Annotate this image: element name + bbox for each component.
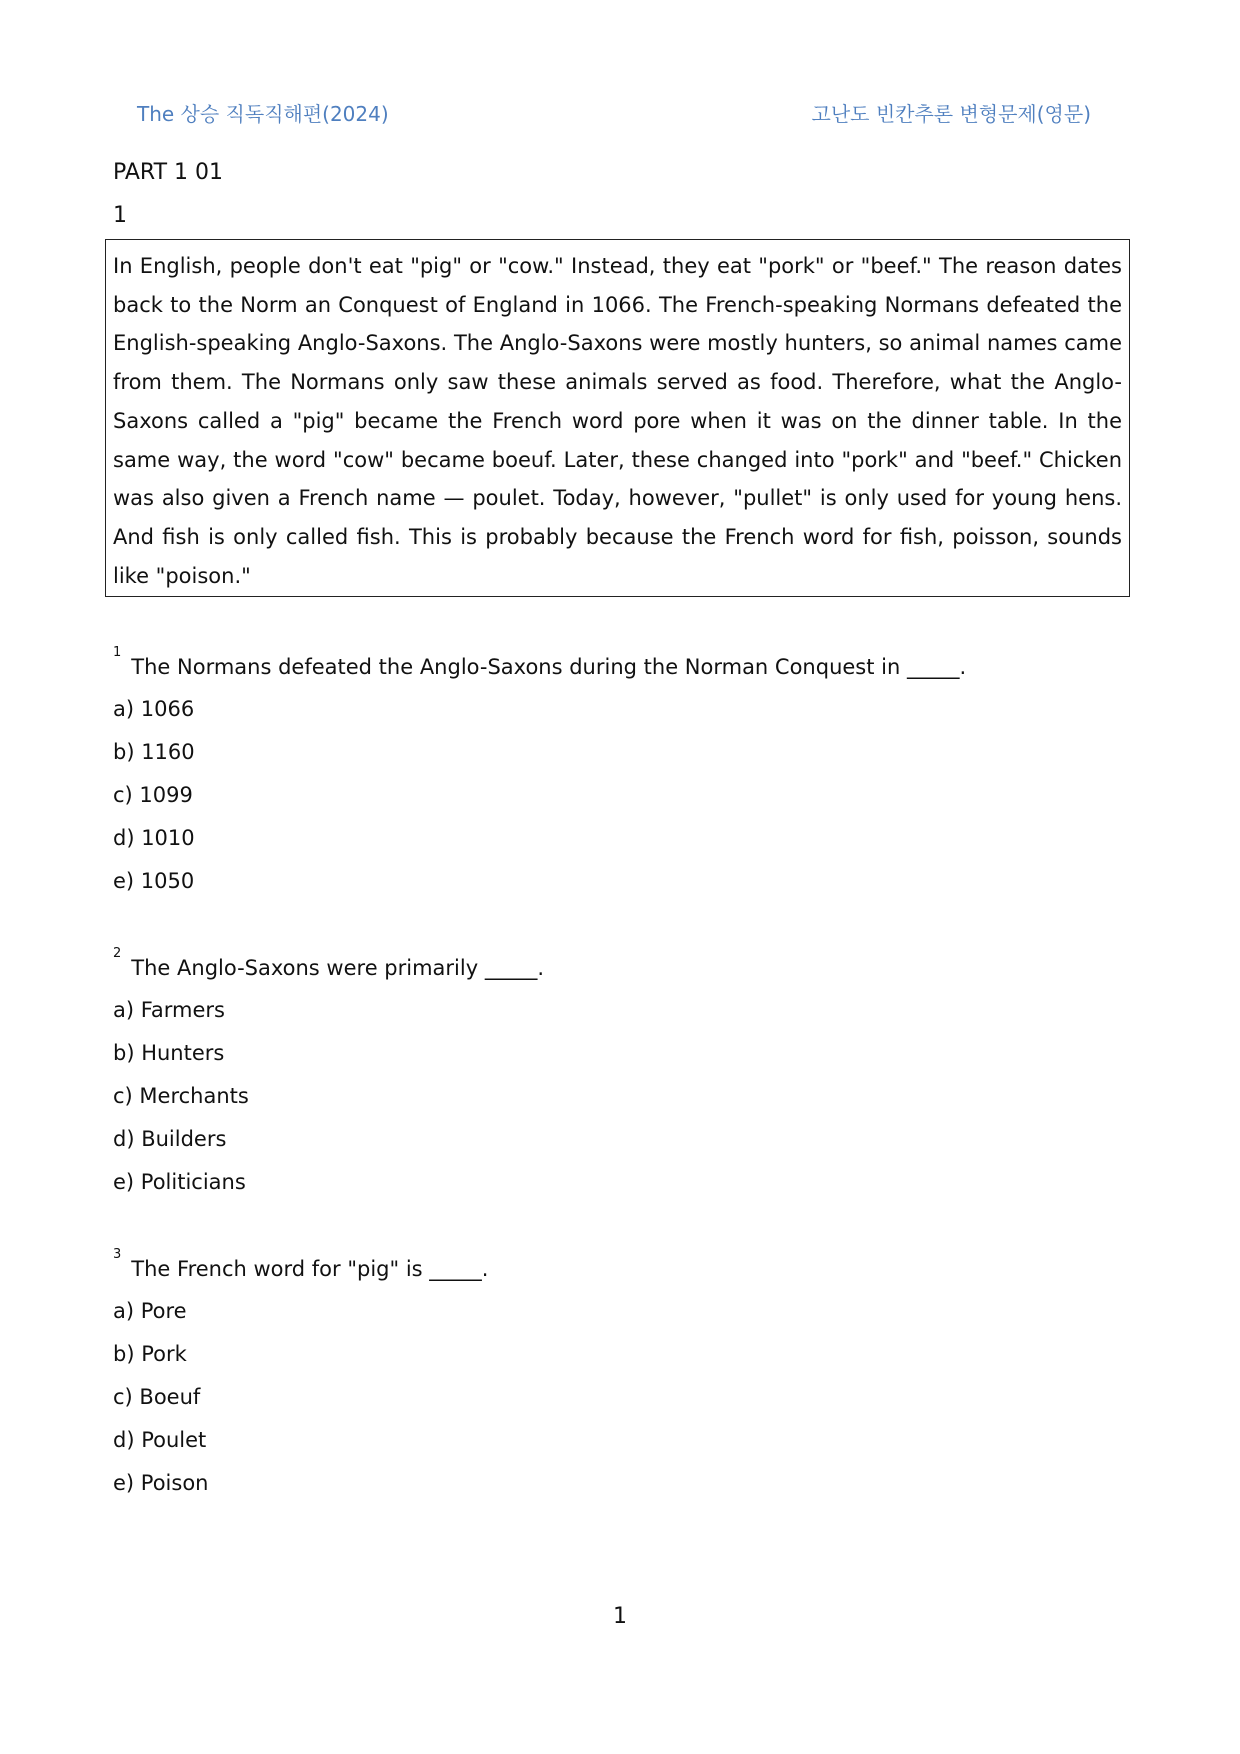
question-stem xyxy=(113,646,1123,688)
question-stem xyxy=(113,947,1123,989)
page-number: 1 xyxy=(613,1604,627,1629)
question-list xyxy=(113,646,1123,1549)
answer-option[interactable]: d) 1010 xyxy=(113,826,195,850)
problem-number: 1 xyxy=(113,203,127,228)
answer-option[interactable]: b) Pork xyxy=(113,1342,187,1366)
question-3 xyxy=(113,1248,1123,1505)
answer-option[interactable]: c) 1099 xyxy=(113,783,193,807)
question-number: 3 xyxy=(113,1247,122,1262)
answer-option[interactable]: a) 1066 xyxy=(113,697,195,721)
answer-option[interactable]: a) Farmers xyxy=(113,998,225,1022)
answer-option[interactable]: d) Poulet xyxy=(113,1428,207,1452)
answer-option[interactable]: d) Builders xyxy=(113,1127,227,1151)
answer-option[interactable]: c) Merchants xyxy=(113,1084,249,1108)
question-text: The Anglo-Saxons were primarily _____. xyxy=(131,956,544,980)
question-number: 2 xyxy=(113,946,122,961)
part-label: PART 1 01 xyxy=(113,160,224,185)
answer-option[interactable]: a) Pore xyxy=(113,1299,187,1323)
answer-option[interactable]: c) Boeuf xyxy=(113,1385,201,1409)
page-header xyxy=(137,98,1103,128)
question-2 xyxy=(113,947,1123,1204)
question-stem xyxy=(113,1248,1123,1290)
answer-option[interactable]: b) Hunters xyxy=(113,1041,225,1065)
header-book-title: The 상승 직독직해편(2024) xyxy=(137,102,389,126)
passage-text: In English, people don't eat "pig" or "cow." Instead, they eat "pork" or "beef." The reason dates back to the Norm an Conquest of England in 1066. The French-speaking Normans defeated the English-speaking Anglo-Saxons. The Anglo-Saxons were mostly hunters, so animal names came from them. The Normans only saw these animals served as food. Therefore, what the Anglo-Saxons called a "pig" became the French word pore when it was on the dinner table. In the same way, the word "cow" became boeuf. Later, these changed into "pork" and "beef." Chicken was also given a French name — poulet. Today, however, "pullet" is only used for young hens. And fish is only called fish. This is probably because the French word for fish, poisson, sounds like "poison." xyxy=(113,254,1122,588)
question-text: The French word for "pig" is _____. xyxy=(131,1257,489,1281)
answer-option[interactable]: b) 1160 xyxy=(113,740,195,764)
question-1 xyxy=(113,646,1123,903)
answer-option[interactable]: e) 1050 xyxy=(113,869,195,893)
answer-option[interactable]: e) Poison xyxy=(113,1471,209,1495)
answer-option[interactable]: e) Politicians xyxy=(113,1170,246,1194)
header-section-title: 고난도 빈칸추론 변형문제(영문) xyxy=(811,102,1091,126)
question-text: The Normans defeated the Anglo-Saxons during the Norman Conquest in _____. xyxy=(131,655,967,679)
passage-box xyxy=(105,239,1130,597)
question-number: 1 xyxy=(113,645,122,660)
